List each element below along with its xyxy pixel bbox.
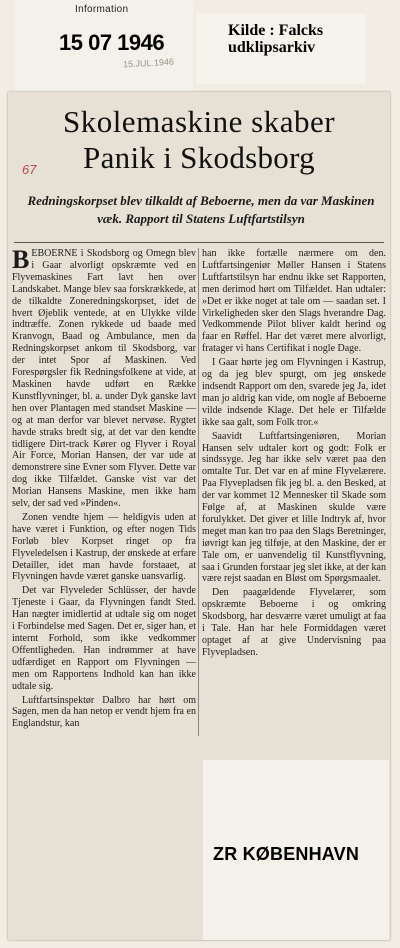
headline-line-2: Panik i Skodsborg (83, 140, 315, 175)
paragraph: han ikke fortælle nærmere om den. Luftfartsingeniør Møller Hansen i Statens Luftfartstilsyn har endnu ikke set Rapporten, men derimod hørt om Tilfældet. Han udtaler: »Det er ikke noget at tale om — saadan set. I Virkeligheden sker den Slags hverandre Dag. Vedkommende Pilot bliver kaldt herind og faar en Røffel. Har det været mere alvorligt, fratager vi hans Certifikat i nogle Dage. (202, 248, 386, 355)
paragraph: Luftfartsinspektør Dalbro har hørt om Sagen, men da han netop er vendt hjem fra en Englandstur, kan (12, 694, 196, 730)
received-mark: 15.JUL.1946 (122, 56, 175, 70)
stamp-info-label: Information (75, 4, 129, 15)
stamp-date: 15 07 1946 (59, 30, 165, 55)
source-label (196, 14, 366, 84)
divider (14, 242, 384, 243)
headline-line-1: Skolemaskine skaber (62, 104, 336, 139)
handwritten-number: 67 (22, 162, 37, 177)
source-text (228, 22, 323, 56)
article-column-right (202, 248, 386, 748)
paragraph: I Gaar hørte jeg om Flyvningen i Kastrup, og da jeg blev spurgt, om jeg ønskede indsendt Rapport om den, svarede jeg Ja, idet man jo aldrig kan vide, om nogle af Beboerne vilde indsende Klage. Det hele er Tilfælde ikke saa galt, som Folk tror.« (202, 357, 386, 428)
source-line-2: udklipsarkiv (228, 39, 316, 56)
paragraph: Saavidt Luftfartsingeniøren, Morian Hansen selv udtaler kort og godt: Folk er sindssyge. Jeg har ikke selv været paa den omtalte Tur. Det var en af mine Flyvelærere. Paa Flyvepladsen fik jeg bl. a. den Besked, at der var kommet 12 Mennesker til Skade som Følge af, at Maskinen skulde være forulykket. Det giver et lille Indtryk af, hvor meget man kan tro paa den Slags Beretninger, iøvrigt kan jeg tilføje, at den Maskine, der er Tale om, er uanvendelig til Kunstflyvning, saa i Grunden forstaar jeg slet ikke, at der kan være rejst saadan en Bløst om Spørgsmaalet. (202, 430, 386, 585)
paragraph: Det var Flyveleder Schlüsser, der havde Tjeneste i Gaar, da Flyvningen fandt Sted. Han nægter imidlertid at udtale sig om noget i Forbindelse med Sagen. Det er, siger han, et internt Forhold, som ikke vedkommer Offentligheden. Han indrømmer at have udfærdiget en Rapport om Flyvningen — men om Rapportens Indhold kan han ikke udtale sig. (12, 585, 196, 692)
paragraph: Zonen vendte hjem — heldigvis uden at have været i Funktion, og efter nogen Tids Forløb blev Korpset ringet op fra Flyveledelsen i Kastrup, der ønskede at erfare Detailler, idet man havde forstaaet, at Flyvningen havde været ganske uansvarlig. (12, 511, 196, 583)
column-separator (198, 248, 199, 736)
archive-stamp (15, 0, 193, 93)
article-column-left (12, 248, 196, 934)
paragraph: EBOERNE i Skodsborg og Omegn blev i Gaar alvorligt opskræmte ved en Flyvemaskines Fart lavt hen over Landskabet. Mange blev saa forskrækkede, at de tilkaldte Zoneredningskorpset, idet de hvert Øjeblik ventede, at en Ulykke vilde indtræffe. Zonen rykkede ud baade med Kranvogn, Baad og Ambulance, men da Redningskorpset ankom til Skodsborg, var der intet Spor af Maskinen. Ved Forespørgsler fik Redningsfolkene at vide, at Maskinen havde udført en Række Kunstflyvninger, bl. a. under Dyk ganske lavt hen over Plantagen med standset Maskine — og at man derfor var blevet nervøse. Rygtet havde straks bredt sig, at det var den kendte tidligere Dirt-track Kører og Flyver i Royal Air Force, Morian Hansen, der var ude at demonstrere sine Evner som Flyver. Dette var dog ikke Tilfældet. Ganske vist var det Morian Hansens Maskine, men ikke ham selv, der sad ved »Pinden«. (12, 248, 196, 510)
paragraph: Den paagældende Flyvelærer, som opskræmte Beboerne i og omkring Skodsborg, har desværre været umuligt at faa i Tale. Han har hele Formiddagen været optaget af at give Undervisning paa Flyvepladsen. (202, 587, 386, 658)
dropcap: B (12, 248, 30, 274)
source-line-1: Kilde : Falcks (228, 22, 324, 39)
region-label: ZR KØBENHAVN (213, 844, 360, 864)
subheadline: Redningskorpset blev tilkaldt af Beboerne, men da var Maskinen væk. Rapport til Statens Luftfartstilsyn (27, 193, 375, 226)
region-label-area (203, 760, 389, 940)
